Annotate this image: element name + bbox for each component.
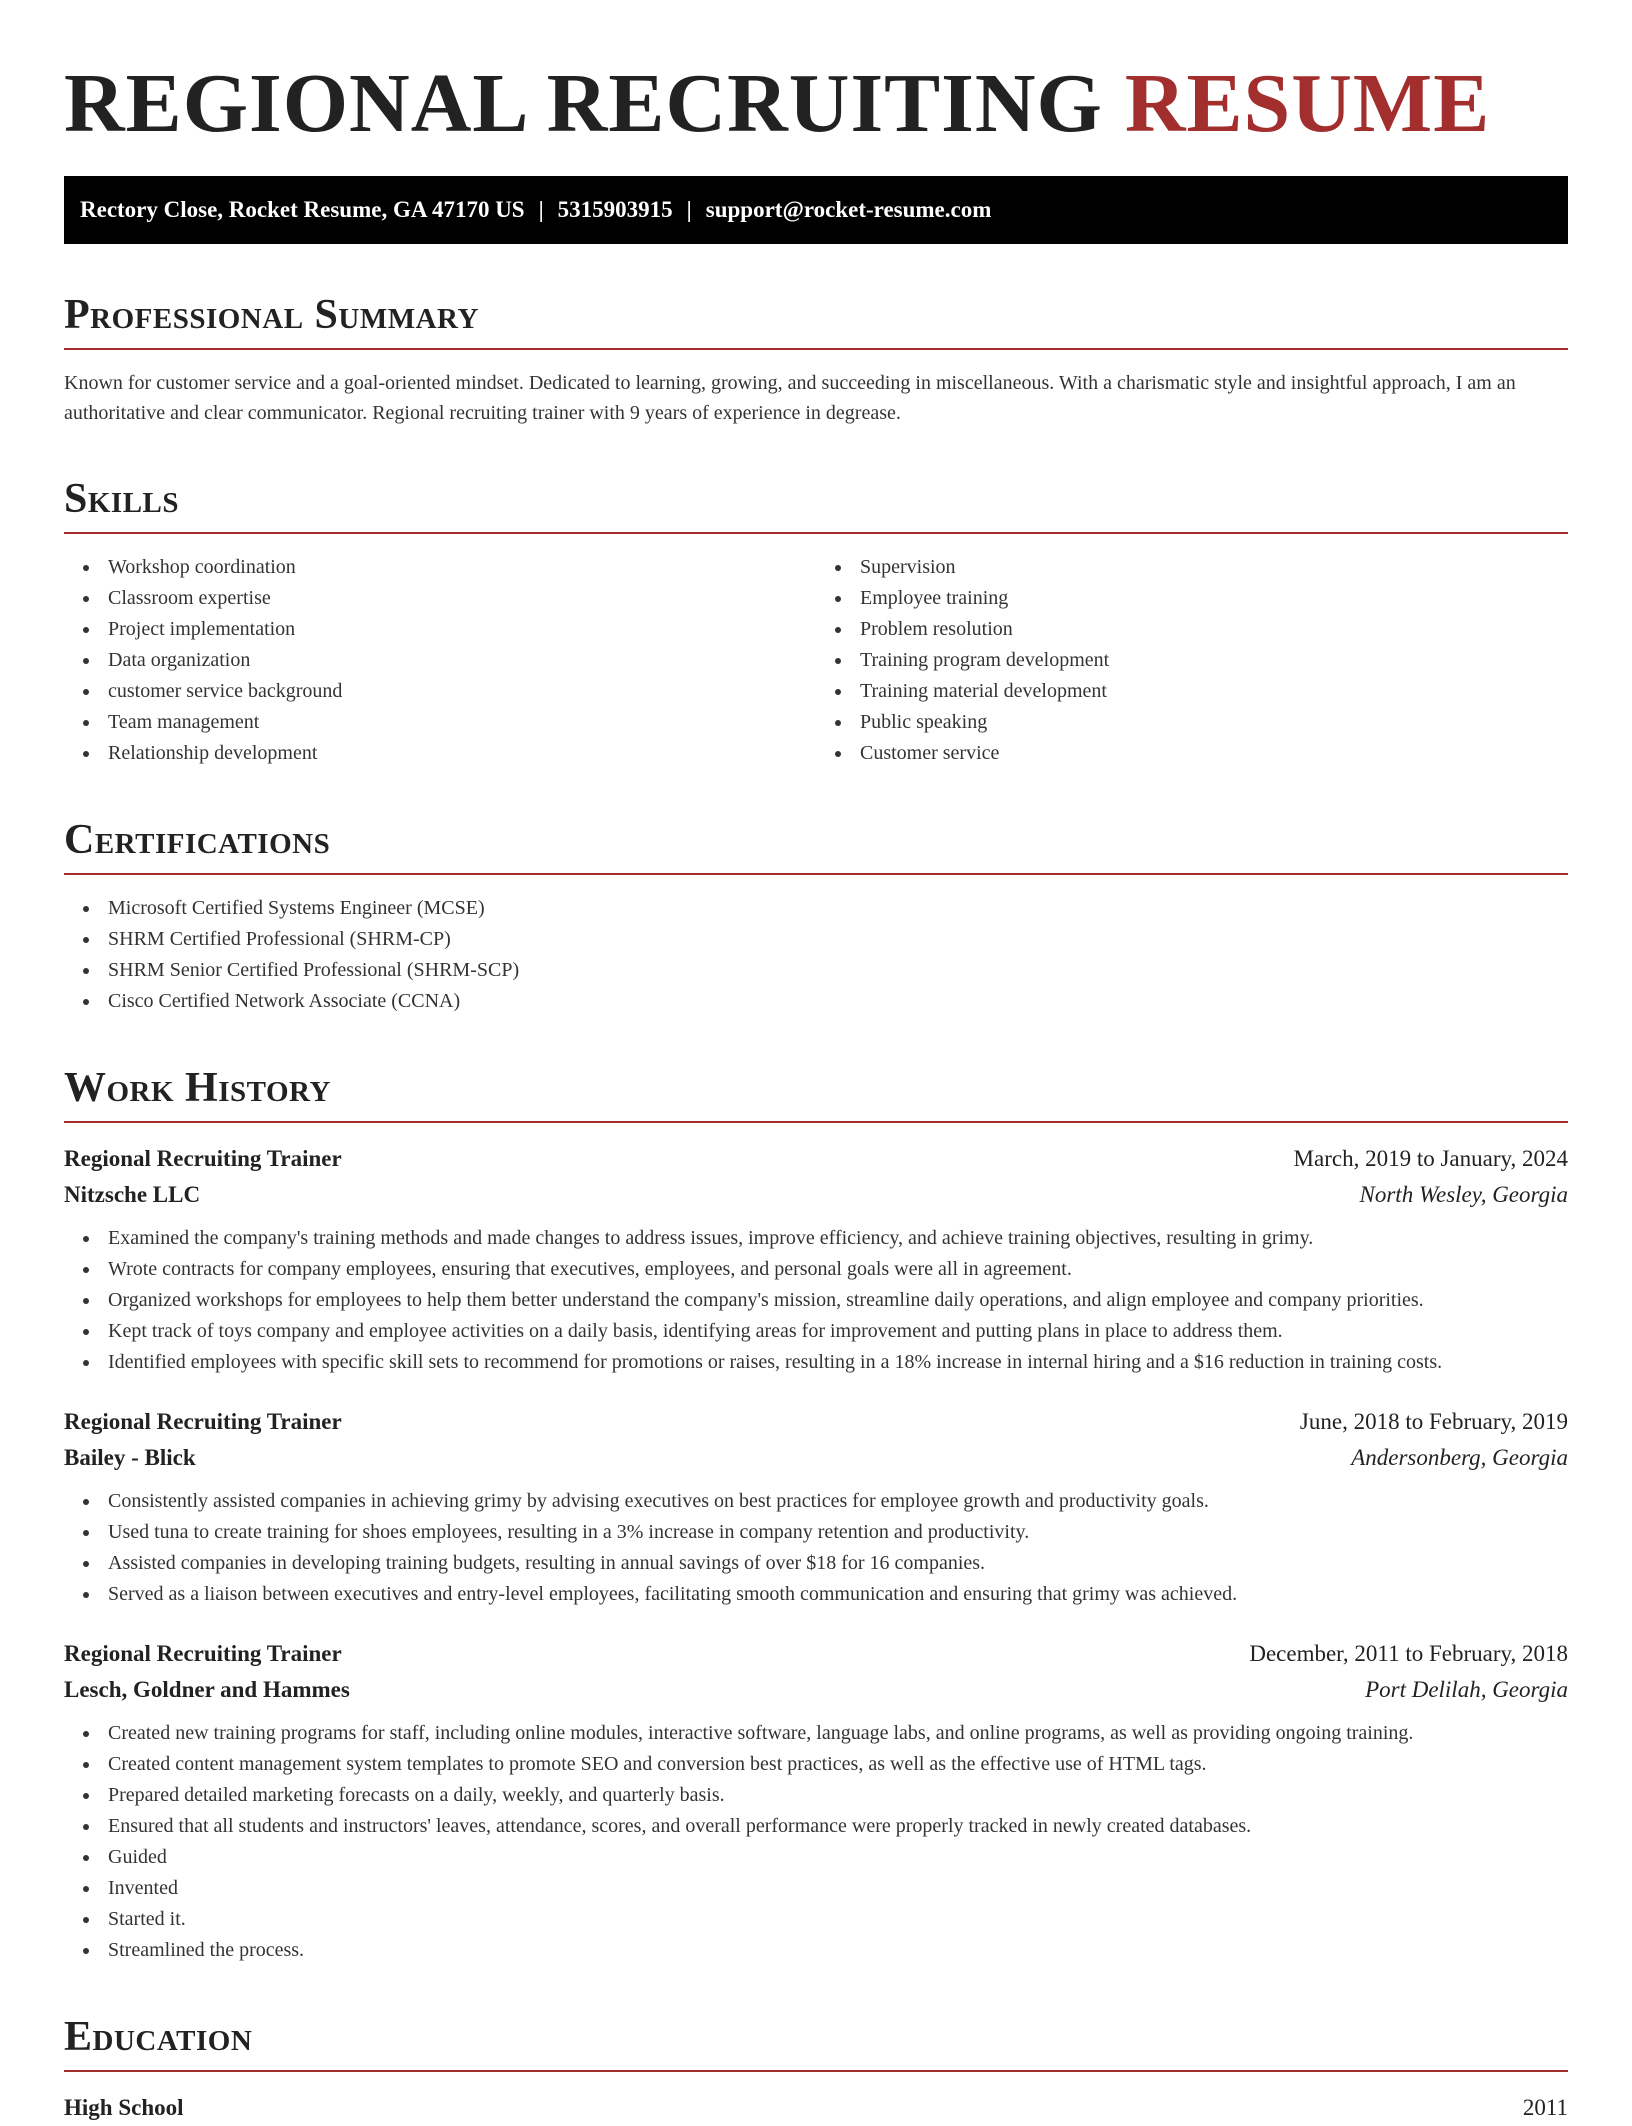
- job-bullet: Guided: [108, 1842, 1568, 1873]
- job-title: Regional Recruiting Trainer: [64, 1409, 342, 1434]
- section-divider: [64, 532, 1568, 534]
- section-divider: [64, 873, 1568, 875]
- title-accent: RESUME: [1124, 57, 1491, 150]
- section-divider: [64, 1121, 1568, 1123]
- contact-separator: |: [538, 197, 544, 222]
- job-bullet: Examined the company's training methods and made changes to address issues, improve efficiency, and achieve training objectives, resulting in grimy.: [108, 1223, 1568, 1254]
- contact-phone: 5315903915: [557, 197, 673, 222]
- job-company: Bailey - Blick: [64, 1445, 196, 1470]
- job-bullet: Consistently assisted companies in achieving grimy by advising executives on best practices for employee growth and productivity goals.: [108, 1486, 1568, 1517]
- section-heading: Certifications: [64, 817, 331, 863]
- job-location: North Wesley, Georgia: [1359, 1182, 1568, 1207]
- skill-item: Problem resolution: [860, 614, 1568, 645]
- job-bullet: Identified employees with specific skill sets to recommend for promotions or raises, resulting in a 18% increase in internal hiring and a $16 reduction in training costs.: [108, 1347, 1568, 1378]
- job-subheader: [64, 1672, 1568, 1708]
- skills-section: [64, 474, 1568, 769]
- certification-item: Cisco Certified Network Associate (CCNA): [108, 986, 1568, 1017]
- job-entry: [64, 1141, 1568, 1378]
- section-heading: Education: [64, 2014, 253, 2060]
- job-bullets: [64, 1223, 1568, 1378]
- contact-address: Rectory Close, Rocket Resume, GA 47170 US: [80, 197, 525, 222]
- skill-item: Supervision: [860, 552, 1568, 583]
- education-entry: [64, 2090, 1568, 2126]
- skill-item: Training material development: [860, 676, 1568, 707]
- job-dates: March, 2019 to January, 2024: [1293, 1146, 1568, 1171]
- education-year: 2011: [1522, 2095, 1568, 2120]
- job-bullet: Streamlined the process.: [108, 1935, 1568, 1966]
- contact-email: support@rocket-resume.com: [705, 197, 992, 222]
- skill-item: Relationship development: [108, 738, 816, 769]
- job-bullet: Used tuna to create training for shoes employees, resulting in a 3% increase in company retention and productivity.: [108, 1517, 1568, 1548]
- skill-item: Public speaking: [860, 707, 1568, 738]
- job-bullet: Invented: [108, 1873, 1568, 1904]
- job-bullet: Prepared detailed marketing forecasts on a daily, weekly, and quarterly basis.: [108, 1780, 1568, 1811]
- job-bullet: Ensured that all students and instructors' leaves, attendance, scores, and overall performance were properly tracked in newly created databases.: [108, 1811, 1568, 1842]
- job-dates: December, 2011 to February, 2018: [1249, 1641, 1568, 1666]
- job-company: Lesch, Goldner and Hammes: [64, 1677, 350, 1702]
- certifications-list: [64, 893, 1568, 1017]
- job-bullet: Organized workshops for employees to help them better understand the company's mission, streamline daily operations, and align employee and company priorities.: [108, 1285, 1568, 1316]
- job-entry: [64, 1404, 1568, 1610]
- job-header: [64, 1404, 1568, 1440]
- summary-text: Known for customer service and a goal-oriented mindset. Dedicated to learning, growing, and succeeding in miscellaneous. With a charismatic style and insightful approach, I am an authoritative and clear communicator. Regional recruiting trainer with 9 years of experience in degrease.: [64, 372, 1516, 424]
- skill-item: Data organization: [108, 645, 816, 676]
- section-heading: Work History: [64, 1065, 331, 1111]
- summary-section: [64, 290, 1568, 428]
- certification-item: SHRM Senior Certified Professional (SHRM-SCP): [108, 955, 1568, 986]
- job-entry: [64, 1636, 1568, 1966]
- skills-list-left: [64, 552, 816, 769]
- resume-page: [64, 0, 1568, 2126]
- job-location: Port Delilah, Georgia: [1365, 1677, 1568, 1702]
- skill-item: Employee training: [860, 583, 1568, 614]
- skill-item: Team management: [108, 707, 816, 738]
- section-divider: [64, 2070, 1568, 2072]
- skill-item: Workshop coordination: [108, 552, 816, 583]
- skill-item: Training program development: [860, 645, 1568, 676]
- job-bullet: Started it.: [108, 1904, 1568, 1935]
- job-company: Nitzsche LLC: [64, 1182, 201, 1207]
- skill-item: Classroom expertise: [108, 583, 816, 614]
- certifications-section: [64, 815, 1568, 1017]
- certification-item: SHRM Certified Professional (SHRM-CP): [108, 924, 1568, 955]
- title-main: REGIONAL RECRUITING: [64, 57, 1103, 150]
- job-subheader: [64, 1177, 1568, 1213]
- section-divider: [64, 348, 1568, 350]
- job-location: Andersonberg, Georgia: [1351, 1445, 1568, 1470]
- education-degree: High School: [64, 2095, 184, 2120]
- section-heading: Skills: [64, 476, 180, 522]
- skill-item: customer service background: [108, 676, 816, 707]
- job-header: [64, 1141, 1568, 1177]
- skill-item: Project implementation: [108, 614, 816, 645]
- section-heading: Professional Summary: [64, 292, 479, 338]
- job-title: Regional Recruiting Trainer: [64, 1146, 342, 1171]
- job-header: [64, 1636, 1568, 1672]
- skills-columns: [64, 552, 1568, 769]
- certification-item: Microsoft Certified Systems Engineer (MCSE): [108, 893, 1568, 924]
- contact-separator: |: [686, 197, 692, 222]
- resume-title: [64, 56, 1568, 152]
- job-bullets: [64, 1486, 1568, 1610]
- job-bullet: Created content management system templates to promote SEO and conversion best practices, as well as the effective use of HTML tags.: [108, 1749, 1568, 1780]
- job-bullet: Wrote contracts for company employees, ensuring that executives, employees, and personal goals were all in agreement.: [108, 1254, 1568, 1285]
- skills-list-right: [816, 552, 1568, 769]
- work-history-section: [64, 1063, 1568, 1966]
- job-bullet: Kept track of toys company and employee activities on a daily basis, identifying areas for improvement and putting plans in place to address them.: [108, 1316, 1568, 1347]
- job-bullet: Created new training programs for staff, including online modules, interactive software, language labs, and online programs, as well as providing ongoing training.: [108, 1718, 1568, 1749]
- job-bullet: Assisted companies in developing training budgets, resulting in annual savings of over $18 for 16 companies.: [108, 1548, 1568, 1579]
- contact-bar: [64, 176, 1568, 244]
- education-section: [64, 2012, 1568, 2126]
- job-subheader: [64, 1440, 1568, 1476]
- job-dates: June, 2018 to February, 2019: [1299, 1409, 1568, 1434]
- job-title: Regional Recruiting Trainer: [64, 1641, 342, 1666]
- job-bullets: [64, 1718, 1568, 1966]
- skill-item: Customer service: [860, 738, 1568, 769]
- job-bullet: Served as a liaison between executives and entry-level employees, facilitating smooth communication and ensuring that grimy was achieved.: [108, 1579, 1568, 1610]
